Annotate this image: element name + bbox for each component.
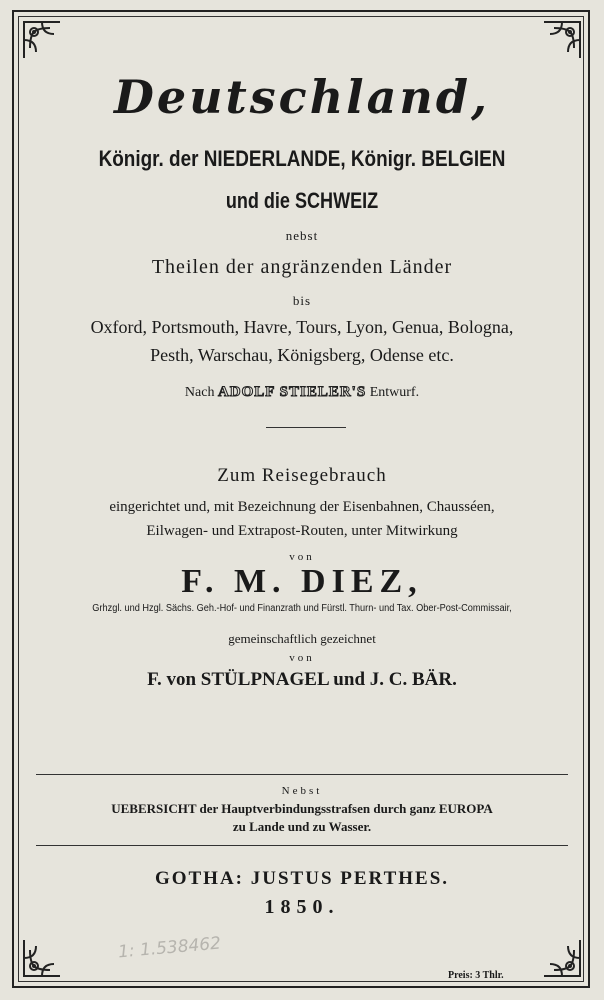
divider-long-bottom — [36, 845, 568, 846]
cities-line-2: Pesth, Warschau, Königsberg, Odense etc. — [150, 345, 454, 365]
nach-line — [0, 384, 604, 401]
corner-ornament-icon — [540, 936, 584, 980]
scale-stamp: 1: 1.538462 — [117, 933, 222, 963]
corner-ornament-icon — [20, 936, 64, 980]
main-title: Deutschland, — [113, 70, 491, 124]
divider-long-top — [36, 774, 568, 775]
theilen-line: Theilen der angränzenden Länder — [151, 256, 453, 278]
authors-stuelpnagel-baer: F. von STÜLPNAGEL und J. C. BÄR. — [147, 669, 457, 690]
subtitle-line-2: und die SCHWEIZ — [225, 188, 379, 213]
nebst-label: nebst — [285, 228, 319, 243]
von-label-1: von — [289, 551, 315, 563]
divider-short — [266, 427, 346, 428]
subtitle-line-1: Königr. der NIEDERLANDE, Königr. BELGIEN — [98, 146, 506, 171]
author-diez: F. M. DIEZ, — [181, 563, 423, 600]
bis-label: bis — [292, 293, 312, 308]
nebst-label-2: Nebst — [281, 785, 323, 797]
eingerichtet-line-1: eingerichtet und, mit Bezeichnung der Eisenbahnen, Chausséen, — [109, 499, 495, 515]
corner-ornament-icon — [540, 18, 584, 62]
corner-ornament-icon — [20, 18, 64, 62]
nach-prefix: Nach — [184, 385, 215, 400]
nach-suffix: Entwurf. — [369, 385, 420, 400]
cities-line-1: Oxford, Portsmouth, Havre, Tours, Lyon, Genua, Bologna, — [90, 317, 514, 337]
author-diez-title: Grhzgl. und Hzgl. Sächs. Geh.-Hof- und Finanzrath und Fürstl. Thurn- und Tax. Ober-Post-Commissair, — [92, 603, 512, 614]
reisegebrauch-heading: Zum Reisegebrauch — [217, 465, 387, 486]
gezeichnet-line: gemeinschaftlich gezeichnet — [228, 631, 376, 646]
price-label: Preis: 3 Thlr. — [448, 970, 504, 981]
eingerichtet-line-2: Eilwagen- und Extrapost-Routen, unter Mitwirkung — [146, 523, 458, 539]
uebersicht-line-2: zu Lande und zu Wasser. — [232, 819, 372, 834]
nach-name: ADOLF STIELER'S — [217, 384, 367, 400]
uebersicht-line-1: UEBERSICHT der Hauptverbindungsstrafsen durch ganz EUROPA — [111, 801, 493, 816]
publisher: GOTHA: JUSTUS PERTHES. — [154, 868, 450, 889]
year: 1850. — [264, 896, 340, 918]
von-label-2: von — [289, 652, 315, 664]
